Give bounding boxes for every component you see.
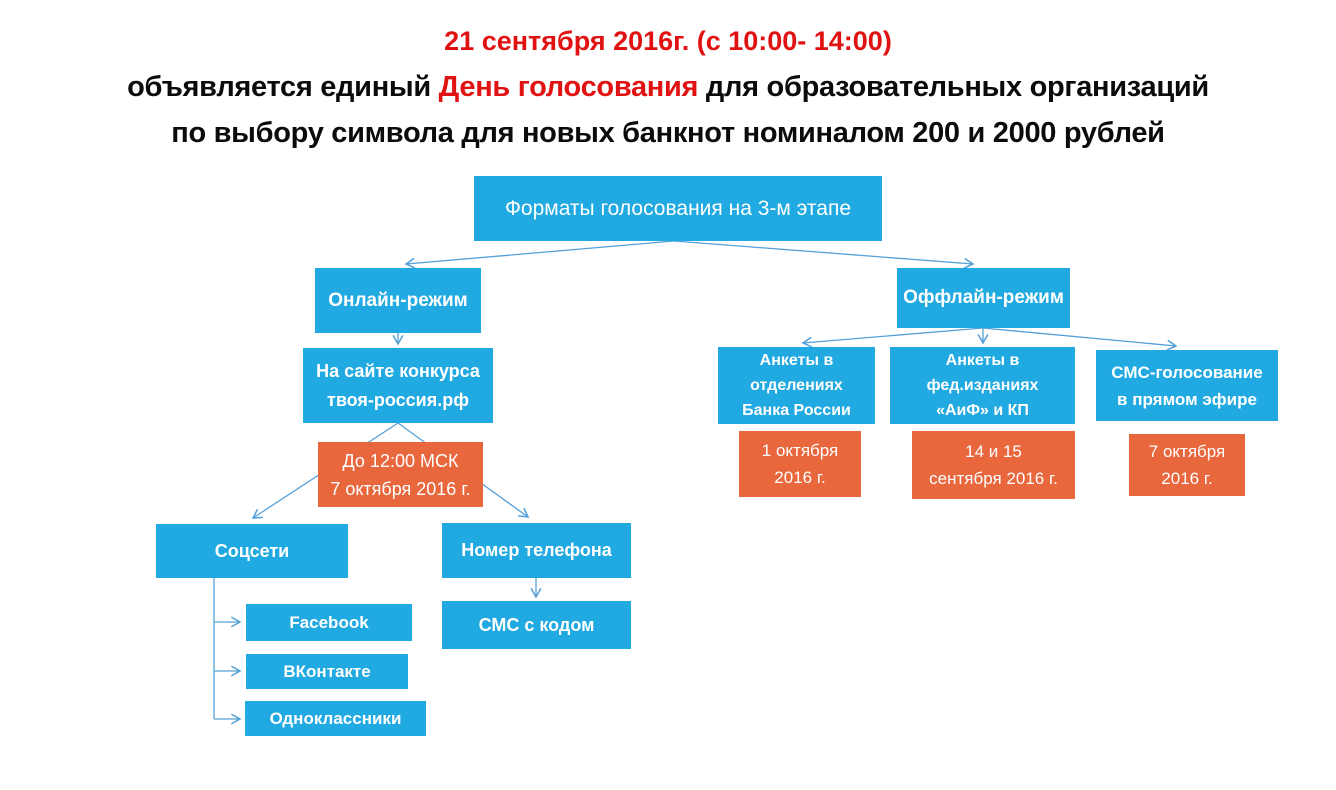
node-date-fed-line1: 14 и 15 — [965, 442, 1022, 461]
node-date-bank — [739, 431, 861, 497]
node-federal-publications-line3: «АиФ» и КП — [936, 402, 1029, 419]
node-date-bank-line2: 2016 г. — [774, 468, 826, 487]
node-phone-number-label: Номер телефона — [461, 540, 612, 560]
node-contest-site-line2: твоя-россия.рф — [327, 389, 469, 410]
node-social-networks — [156, 524, 348, 578]
node-date-fed — [912, 431, 1075, 499]
node-date-live-line2: 2016 г. — [1161, 469, 1213, 488]
node-contest-site-line1: На сайте конкурса — [316, 360, 480, 381]
node-date-live-line1: 7 октября — [1148, 442, 1226, 461]
node-facebook — [246, 604, 412, 641]
node-date-bank-line1: 1 октября — [761, 441, 839, 460]
node-sms-with-code-label: СМС с кодом — [478, 614, 595, 635]
node-online-deadline-line1: До 12:00 МСК — [342, 450, 459, 471]
node-online-mode — [315, 268, 481, 333]
node-date-fed-line2: сентября 2016 г. — [929, 469, 1058, 488]
node-federal-publications-line2: фед.изданиях — [926, 377, 1039, 394]
node-sms-with-code — [442, 601, 631, 649]
title-line2-highlight: День голосования — [438, 71, 699, 103]
node-contest-site — [303, 348, 493, 423]
node-bank-branches — [718, 347, 875, 424]
node-bank-branches-line2: отделениях — [750, 377, 843, 394]
title-line2-prefix: объявляется единый — [127, 71, 439, 103]
connector-offline-to-bank — [803, 328, 983, 343]
node-date-live — [1129, 434, 1245, 496]
node-bank-branches-line1: Анкеты в — [759, 352, 834, 369]
node-online-deadline-line2: 7 октября 2016 г. — [330, 478, 471, 499]
node-offline-mode — [897, 268, 1070, 328]
title-line2-suffix: для образовательных организаций — [698, 71, 1209, 103]
node-voting-formats-root — [474, 176, 882, 241]
connector-offline-to-smslive — [983, 328, 1176, 346]
title-line3: по выбору символа для новых банкнот номиналом 200 и 2000 рублей — [171, 117, 1165, 149]
node-sms-live-voting-line2: в прямом эфире — [1117, 389, 1257, 409]
node-facebook-label: Facebook — [289, 612, 369, 632]
node-sms-live-voting — [1096, 350, 1278, 421]
node-bank-branches-line3: Банка России — [742, 402, 851, 419]
title-date-line: 21 сентября 2016г. (с 10:00- 14:00) — [444, 26, 892, 56]
node-vkontakte-label: ВКонтакте — [283, 661, 371, 681]
node-offline-mode-label: Оффлайн-режим — [903, 287, 1064, 308]
node-vkontakte — [246, 654, 408, 689]
node-sms-live-voting-line1: СМС-голосование — [1111, 362, 1263, 382]
connector-root-to-offline — [674, 241, 973, 264]
node-social-networks-label: Соцсети — [214, 540, 290, 561]
node-voting-formats-label: Форматы голосования на 3-м этапе — [504, 196, 852, 220]
node-online-mode-label: Онлайн-режим — [328, 289, 468, 311]
node-odnoklassniki — [245, 701, 426, 736]
node-online-deadline — [318, 442, 483, 507]
node-federal-publications-line1: Анкеты в — [945, 352, 1020, 369]
node-odnoklassniki-label: Одноклассники — [269, 708, 402, 728]
node-phone-number — [442, 523, 631, 578]
connector-root-to-online — [406, 241, 674, 264]
node-federal-publications — [890, 347, 1075, 424]
